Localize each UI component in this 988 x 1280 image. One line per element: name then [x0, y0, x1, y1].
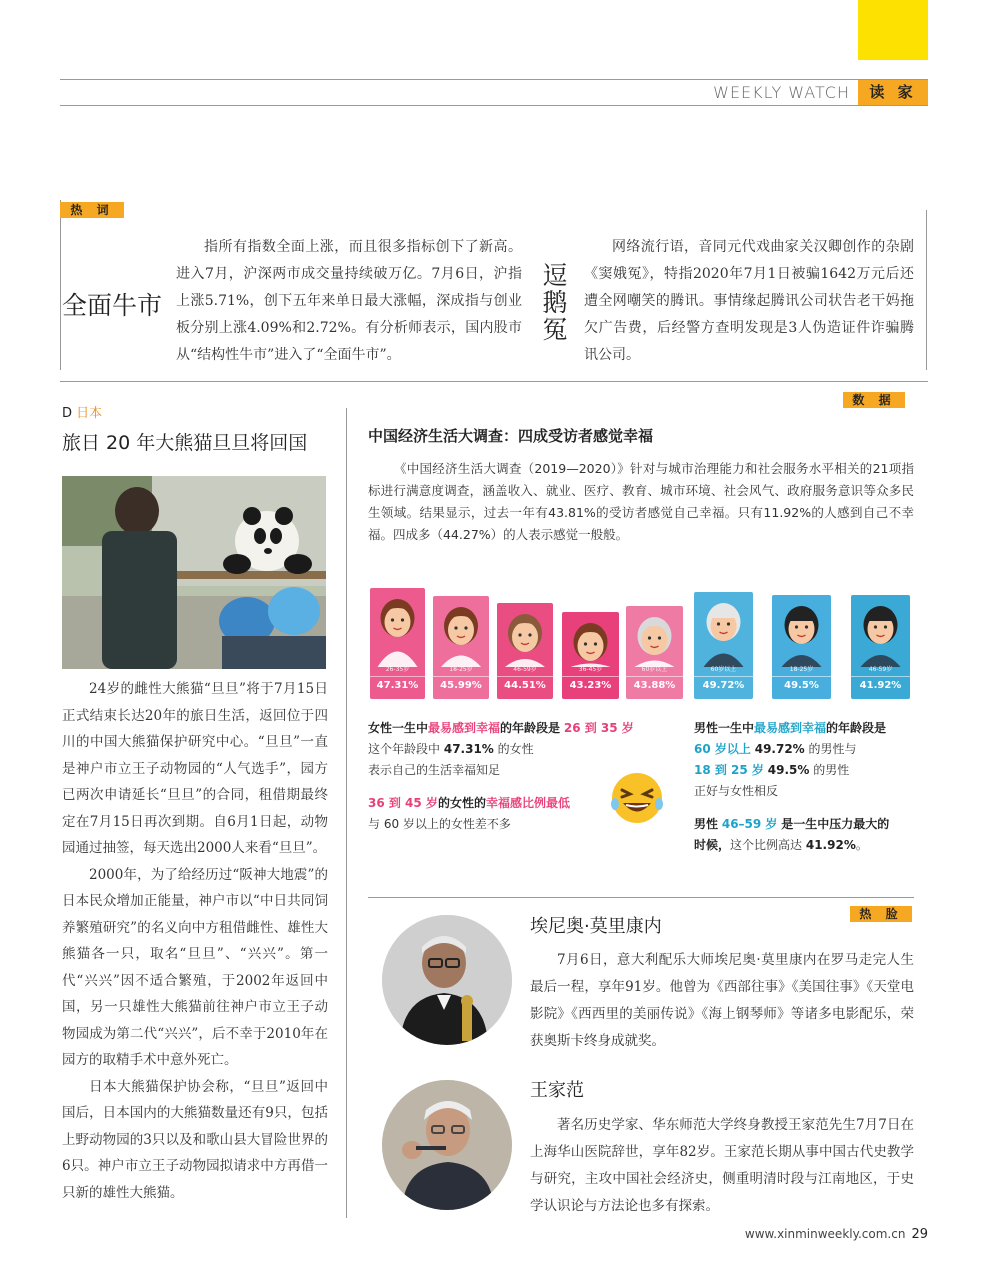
- male-finding-line: [694, 760, 916, 781]
- male-finding-line: [694, 718, 916, 739]
- hotfaces-tag: 热 脸: [850, 906, 912, 922]
- hotword-1-title: 全面牛市: [62, 291, 163, 320]
- male-finding-line: [694, 814, 916, 835]
- man-face-icon: [851, 595, 910, 669]
- finding-value: 49.72%: [754, 742, 805, 756]
- card-percentage: 49.5%: [784, 680, 819, 691]
- header-rule-top: [60, 79, 928, 80]
- infographic-card: [433, 596, 489, 699]
- finding-value: 41.92%: [805, 838, 856, 852]
- hotwords-right-rule: [926, 210, 927, 370]
- panda-photo: [62, 476, 326, 669]
- hotwords-left-rule: [60, 200, 61, 370]
- finding-highlight: 幸福感比例最低: [485, 796, 570, 810]
- card-age-label: 60岁以上: [641, 666, 668, 673]
- weekly-watch-label: WEEKLY WATCH: [713, 83, 850, 102]
- finding-text: 是一生中压力最大的: [781, 817, 890, 831]
- finding-value: 47.31%: [443, 742, 494, 756]
- finding-text: 男性一生中: [694, 721, 755, 735]
- finding-text: 的女性的: [437, 796, 486, 810]
- header-yellow-block: [858, 0, 928, 60]
- finding-highlight: 46–59 岁: [721, 817, 778, 831]
- finding-text: 的男性: [813, 763, 850, 777]
- card-percentage: 43.23%: [569, 680, 612, 691]
- footer-url[interactable]: www.xinminweekly.com.cn: [744, 1227, 906, 1241]
- card-divider: [562, 676, 619, 677]
- card-divider: [851, 676, 910, 677]
- hotwords-bottom-rule: [60, 381, 928, 382]
- region-country: 日本: [76, 406, 103, 421]
- hotword-2-text: 网络流行语，音同元代戏曲家关汉卿创作的杂剧《窦娥冤》，特指2020年7月1日被骗1642万元后还遭全网嘲笑的腾讯。事情缘起腾讯公司状告老干妈拖欠广告费，后经警方查明发现是3人伪造证件诈骗腾讯公司。: [584, 239, 914, 363]
- section-tag: 读 家: [858, 80, 928, 105]
- card-age-label: 18-25岁: [789, 666, 814, 673]
- region-letter: D: [62, 406, 73, 421]
- female-finding-line: [368, 739, 688, 760]
- female-finding-line: 表示自己的生活幸福知足: [368, 763, 501, 777]
- male-finding-line: [694, 739, 916, 760]
- panda-paragraph: 日本大熊猫保护协会称，“旦旦”返回中国后，日本国内的大熊猫数量还有9只，包括上野动物园的3只以及和歌山县大冒险世界的6只。神户市立王子动物园拟请求中方再借一只新的雄性大熊猫。: [62, 1078, 328, 1201]
- card-age-label: 18-25岁: [449, 666, 473, 673]
- region-label: [62, 402, 102, 421]
- card-percentage: 45.99%: [440, 680, 482, 691]
- female-finding-line: [368, 718, 688, 739]
- laughing-emoji-icon: [606, 770, 668, 826]
- infographic-card: [562, 612, 619, 699]
- woman-face-icon: [626, 606, 683, 669]
- finding-highlight: 26 到 35 岁: [563, 721, 634, 735]
- card-percentage: 41.92%: [859, 680, 902, 691]
- card-age-label: 60岁以上: [710, 666, 737, 673]
- column-divider: [346, 408, 347, 1218]
- hotwords-tag: 热 词: [60, 202, 124, 218]
- card-divider: [694, 676, 753, 677]
- avatar-morricone: [382, 915, 512, 1045]
- female-finding-line: 与 60 岁以上的女性差不多: [368, 817, 511, 831]
- infographic-card: [626, 606, 683, 699]
- data-title: 中国经济生活大调查：四成受访者感觉幸福: [368, 427, 654, 445]
- infographic-card: [694, 592, 753, 699]
- hotface-1-bio: 7月6日，意大利配乐大师埃尼奥·莫里康内在罗马走完人生最后一程，享年91岁。他曾为《西部往事》《美国往事》《天堂电影院》《西西里的美丽传说》《海上钢琴师》等诸多电影配乐，荣获奥斯卡终身成就奖。: [530, 952, 914, 1049]
- card-age-label: 46-59岁: [868, 666, 893, 673]
- card-age-label: 36-45岁: [578, 666, 603, 673]
- infographic-card: [772, 595, 831, 699]
- finding-text: 这个年龄段中: [368, 742, 441, 756]
- page-number: 29: [911, 1227, 928, 1242]
- hotfaces-rule: [368, 897, 914, 898]
- woman-face-icon: [562, 612, 619, 669]
- hotface-1-name: 埃尼奥·莫里康内: [530, 916, 662, 937]
- finding-text: 女性一生中: [368, 721, 429, 735]
- woman-face-icon: [433, 596, 489, 669]
- hotword-1-text: 指所有指数全面上涨，而且很多指标创下了新高。进入7月，沪深两市成交量持续破万亿。7月6日，沪指上涨5.71%，创下五年来单日最大涨幅，深成指与创业板分别上涨4.09%和2.72%。有分析师表示，国内股市从“结构性牛市”进入了“全面牛市”。: [176, 239, 522, 363]
- panda-paragraph: 24岁的雌性大熊猫“旦旦”将于7月15日正式结束长达20年的旅日生活，返回位于四川的中国大熊猫保护研究中心。“旦旦”一直是神户市立王子动物园的“人气选手”，园方已两次申请延长“旦旦”的合同，租借期最终定在7月15日再次到期。自6月1日起，动物园通过抽签，每天选出2000人来看“旦旦”。: [62, 681, 328, 856]
- woman-face-icon: [370, 588, 425, 669]
- finding-text: 男性: [694, 817, 719, 831]
- finding-highlight: 60 岁以上: [694, 742, 751, 756]
- infographic-card: [497, 603, 553, 699]
- finding-text: 的女性: [497, 742, 534, 756]
- male-finding-line: 正好与女性相反: [694, 784, 779, 798]
- finding-highlight: 最易感到幸福: [754, 721, 827, 735]
- card-percentage: 49.72%: [702, 680, 745, 691]
- card-divider: [626, 676, 683, 677]
- card-divider: [772, 676, 831, 677]
- hotword-2-title: 逗鹅冤: [542, 261, 568, 344]
- avatar-wang-jiafan: [382, 1080, 512, 1210]
- card-divider: [370, 676, 425, 677]
- hotface-2-bio: 著名历史学家、华东师范大学终身教授王家范先生7月7日在上海华山医院辞世，享年82岁。王家范长期从事中国古代史教学与研究，主攻中国社会经济史，侧重明清时段与江南地区，于史学认识论与方法论也多有探索。: [530, 1117, 914, 1214]
- infographic-card: [370, 588, 425, 699]
- header-rule-bottom: [60, 105, 928, 106]
- finding-text: 这个比例高达: [730, 838, 803, 852]
- data-body: 《中国经济生活大调查（2019—2020）》针对与城市治理能力和社会服务水平相关的21项指标进行满意度调查，涵盖收入、就业、医疗、教育、城市环境、社会风气、政府服务意识等众多民生领域。结果显示，过去一年有43.81%的受访者感觉自己幸福。只有11.92%的人感到自己不幸福。四成多（44.27%）的人表示感觉一般般。: [368, 461, 914, 542]
- finding-text: 的年龄段是: [500, 721, 561, 735]
- finding-highlight: 36 到 45 岁: [368, 796, 438, 810]
- card-percentage: 43.88%: [633, 680, 676, 691]
- card-divider: [497, 676, 553, 677]
- card-percentage: 44.51%: [504, 680, 546, 691]
- card-age-label: 46-59岁: [513, 666, 537, 673]
- male-findings: [694, 718, 916, 856]
- panda-article-title: 旅日 20 年大熊猫旦旦将回国: [62, 432, 308, 454]
- finding-text: 。: [855, 838, 868, 852]
- woman-face-icon: [497, 603, 553, 669]
- finding-text: 的男性与: [808, 742, 857, 756]
- finding-text: 时候，: [694, 838, 731, 852]
- man-face-icon: [694, 592, 753, 669]
- data-tag: 数 据: [843, 392, 905, 408]
- finding-highlight: 最易感到幸福: [428, 721, 501, 735]
- footer: [745, 1227, 928, 1242]
- card-age-label: 26-35岁: [385, 666, 410, 673]
- finding-value: 49.5%: [767, 763, 810, 777]
- infographic-card: [851, 595, 910, 699]
- panda-photo-illustration: [62, 476, 326, 669]
- finding-text: 的年龄段是: [826, 721, 887, 735]
- panda-article-body: [62, 676, 328, 1206]
- male-finding-line: [694, 835, 916, 856]
- panda-paragraph: 2000年，为了给经历过“阪神大地震”的日本民众增加正能量，神户市以“中日共同饲养繁殖研究”的名义向中方租借雌性、雄性大熊猫各一只，取名“旦旦”、“兴兴”。第一代“兴兴”因不适合繁殖，于2002年返回中国，另一只雄性大熊猫前往神户市立王子动物园成为第二代“兴兴”，后不幸于2010年在园方的取精手术中意外死亡。: [62, 866, 328, 1068]
- finding-highlight: 18 到 25 岁: [694, 763, 764, 777]
- card-percentage: 47.31%: [376, 680, 419, 691]
- card-divider: [433, 676, 489, 677]
- man-face-icon: [772, 595, 831, 669]
- hotface-2-name: 王家范: [530, 1080, 584, 1101]
